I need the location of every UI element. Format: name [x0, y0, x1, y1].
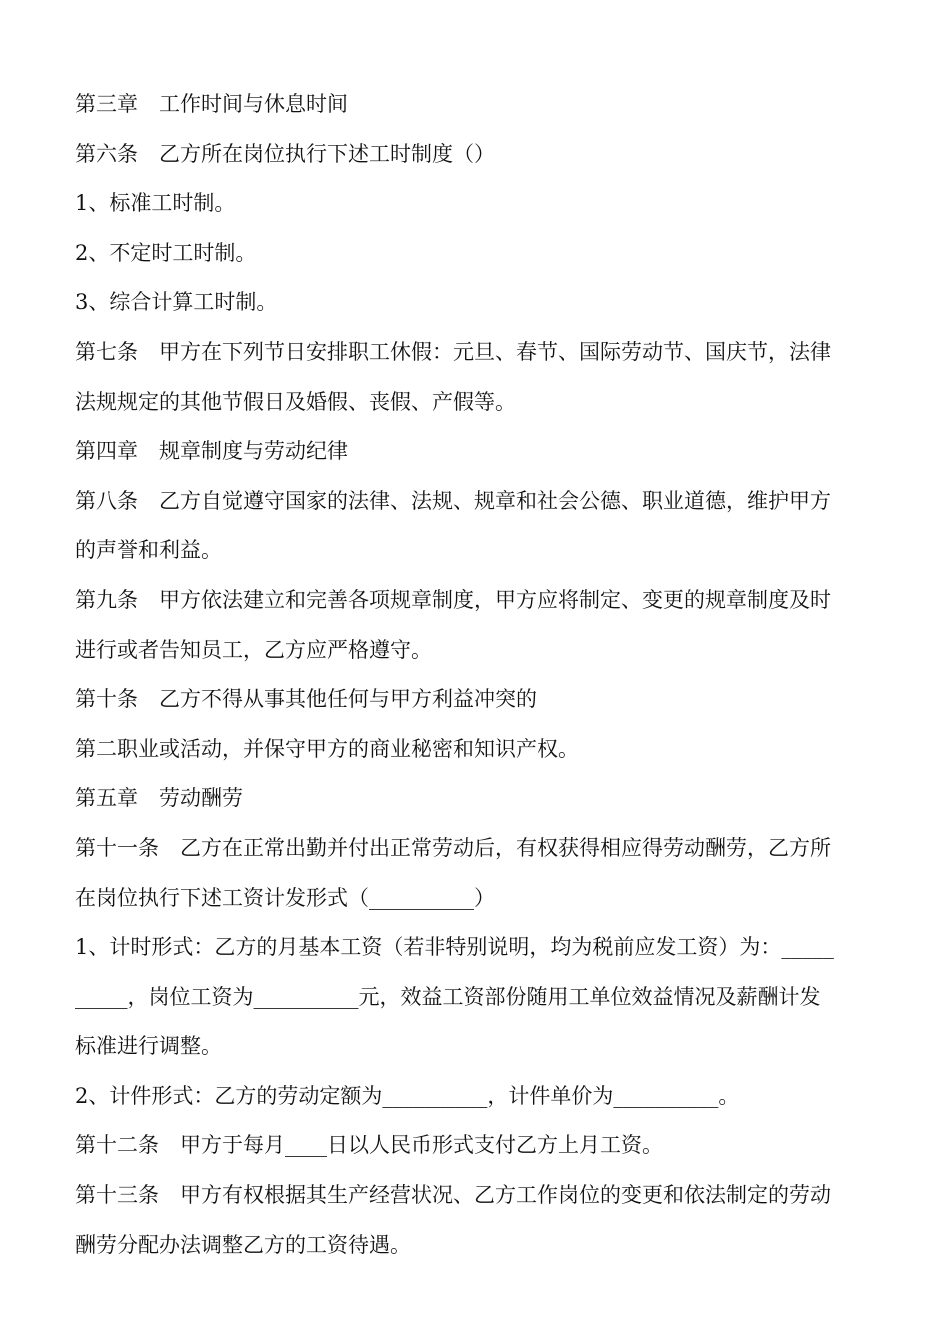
article-11-line-1: 第十一条 乙方在正常出勤并付出正常劳动后，有权获得相应得劳动酬劳，乙方所: [75, 835, 831, 860]
article-7-line-1: 第七条 甲方在下列节日安排职工休假：元旦、春节、国际劳动节、国庆节，法律: [75, 339, 831, 364]
chapter-heading-5: 第五章 劳动酬劳: [75, 786, 243, 811]
chapter-heading-3: 第三章 工作时间与休息时间: [75, 92, 348, 116]
article-10-line-1: 第十条 乙方不得从事其他任何与甲方利益冲突的: [75, 687, 537, 712]
chapter-heading-4: 第四章 规章制度与劳动纪律: [75, 439, 348, 464]
article-12: 第十二条 甲方于每月____日以人民币形式支付乙方上月工资。: [75, 1133, 663, 1158]
article-6-option-2: 2、不定时工时制。: [75, 240, 257, 265]
article-13-line-2: 酬劳分配办法调整乙方的工资待遇。: [75, 1232, 411, 1257]
article-8-line-1: 第八条 乙方自觉遵守国家的法律、法规、规章和社会公德、职业道德，维护甲方: [75, 488, 831, 513]
document-page: [75, 80, 880, 1270]
article-7-line-2: 法规规定的其他节假日及婚假、丧假、产假等。: [75, 389, 516, 414]
article-9-line-1: 第九条 甲方依法建立和完善各项规章制度，甲方应将制定、变更的规章制度及时: [75, 587, 831, 612]
article-9-line-2: 进行或者告知员工，乙方应严格遵守。: [75, 637, 432, 662]
article-8-line-2: 的声誉和利益。: [75, 538, 222, 563]
article-11-option-1-line-1: 1、计时形式：乙方的月基本工资（若非特别说明，均为税前应发工资）为：_____: [75, 935, 834, 960]
article-6: 第六条 乙方所在岗位执行下述工时制度（）: [75, 141, 495, 166]
article-11-line-2: 在岗位执行下述工资计发形式（__________）: [75, 885, 495, 910]
article-6-option-1: 1、标准工时制。: [75, 191, 236, 216]
article-6-option-3: 3、综合计算工时制。: [75, 290, 278, 315]
article-11-option-1-line-2: _____，岗位工资为__________元，效益工资部份随用工单位效益情况及薪酬计发: [75, 984, 821, 1009]
article-10-line-2: 第二职业或活动，并保守甲方的商业秘密和知识产权。: [75, 736, 579, 761]
article-11-option-1-line-3: 标准进行调整。: [75, 1034, 222, 1059]
article-11-option-2: 2、计件形式：乙方的劳动定额为__________，计件单价为__________。: [75, 1083, 740, 1108]
article-13-line-1: 第十三条 甲方有权根据其生产经营状况、乙方工作岗位的变更和依法制定的劳动: [75, 1183, 831, 1208]
